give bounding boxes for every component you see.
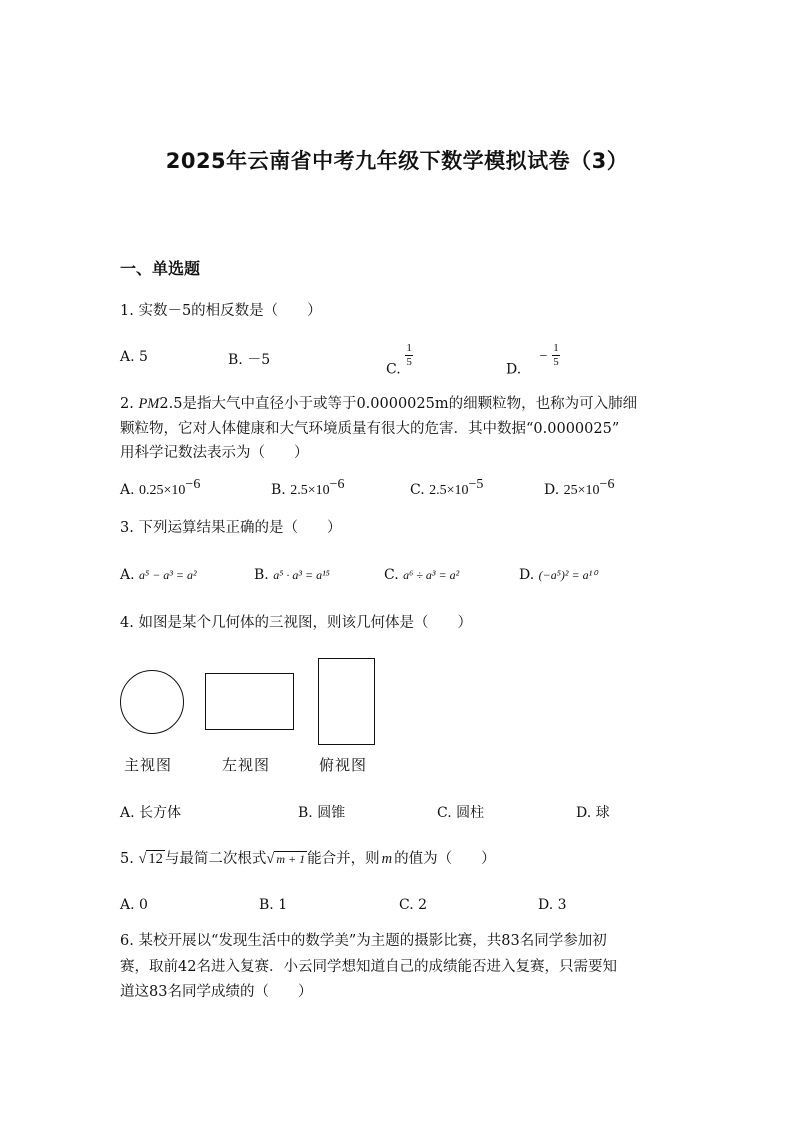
q4-option-c: C. 圆柱 (437, 805, 485, 821)
q2-option-c (410, 477, 484, 499)
q5-sqrt-m-plus-1 (266, 846, 307, 872)
q5-sqrt-12 (138, 846, 164, 872)
q2-option-d-base: 25×10 (563, 483, 600, 498)
q5-radicand-1: 12 (148, 851, 163, 867)
q3-option-b-expression: a⁵ · a³ = a¹⁵ (273, 568, 330, 582)
q2-option-a-base: 0.25×10 (139, 483, 186, 498)
q4-option-b: B. 圆锥 (298, 805, 346, 821)
q4-option-a: A. 长方体 (120, 805, 182, 821)
q2-option-c-exponent: −5 (468, 477, 484, 492)
q2-option-a-exponent: −6 (185, 477, 201, 492)
question-6-line-1: 6. 某校开展以“发现生活中的数学美”为主题的摄影比赛，共83名同学参加初 (120, 933, 607, 949)
left-view-rectangle (205, 673, 294, 730)
q5-option-d: D. 3 (538, 897, 567, 913)
fraction-numerator: 1 (553, 342, 559, 354)
q2-option-b-exponent: −6 (329, 477, 345, 492)
top-view-rectangle (318, 658, 375, 745)
q5-end-text-2: 的值为（ ） (394, 851, 496, 867)
q4-option-d: D. 球 (576, 805, 610, 821)
question-1-text: 1. 实数－5的相反数是（ ） (120, 303, 322, 319)
front-view-label: 主视图 (124, 756, 173, 774)
top-view-label: 俯视图 (319, 756, 368, 774)
question-4-text: 4. 如图是某个几何体的三视图，则该几何体是（ ） (120, 615, 472, 631)
q1-option-d-fraction (552, 343, 560, 368)
q3-option-c-label: C. (384, 567, 399, 583)
q1-option-d-label: D. (506, 361, 522, 378)
q2-option-c-base: 2.5×10 (429, 483, 469, 498)
q1-option-c-fraction (405, 343, 413, 368)
radical-sign: √ (266, 851, 275, 867)
question-6-line-2: 赛，取前42名进入复赛．小云同学想知道自己的成绩能否进入复赛，只需要知 (120, 959, 617, 975)
q2-pm: PM (138, 396, 160, 412)
q1-option-a: A. 5 (120, 349, 148, 365)
q3-option-a-expression: a⁵ − a³ = a² (139, 568, 197, 582)
q1-option-d-sign: − (539, 348, 548, 364)
q2-number: 2. (120, 396, 134, 412)
front-view-circle (120, 670, 184, 734)
q1-option-b: B. －5 (228, 352, 271, 368)
question-2-line-3: 用科学记数法表示为（ ） (120, 445, 309, 461)
q3-option-b-label: B. (254, 567, 269, 583)
radical-sign: √ (138, 851, 147, 867)
q2-option-a (120, 477, 201, 499)
q3-option-b (254, 567, 330, 583)
q3-option-d-label: D. (519, 567, 535, 583)
question-6-line-3: 道这83名同学成绩的（ ） (120, 984, 313, 1000)
q5-radicand-2: m + 1 (276, 852, 306, 866)
left-view-label: 左视图 (222, 756, 271, 774)
q5-variable: m (381, 851, 393, 867)
q3-option-c-expression: a⁶ ÷ a³ = a² (403, 568, 460, 582)
q5-number: 5. (120, 851, 134, 867)
q2-option-a-label: A. (120, 482, 135, 498)
page-title: 2025年云南省中考九年级下数学模拟试卷（3） (165, 149, 629, 173)
q1-option-c-label: C. (386, 361, 401, 378)
fraction-denominator: 5 (406, 356, 412, 368)
fraction-denominator: 5 (553, 356, 559, 368)
q2-option-b-label: B. (271, 482, 286, 498)
q2-option-d-exponent: −6 (599, 477, 615, 492)
q5-end-text-1: 能合并，则 (307, 851, 380, 867)
q3-option-d-expression: (−a⁵)² = a¹⁰ (538, 568, 598, 582)
q5-option-a: A. 0 (120, 897, 148, 913)
q1-option-c (386, 343, 413, 378)
q3-option-a (120, 567, 197, 583)
q3-option-d (519, 567, 597, 583)
q2-option-d-label: D. (544, 482, 560, 498)
q2-option-d (544, 477, 615, 499)
q2-line-1-rest: 2.5是指大气中直径小于或等于0.0000025m的细颗粒物，也称为可入肺细 (159, 396, 638, 412)
q3-option-a-label: A. (120, 567, 135, 583)
fraction-numerator: 1 (406, 342, 412, 354)
section-heading: 一、单选题 (120, 259, 201, 278)
q5-option-c: C. 2 (399, 897, 428, 913)
q3-option-c (384, 567, 459, 583)
q5-option-b: B. 1 (259, 897, 288, 913)
q5-middle-text: 与最简二次根式 (164, 851, 267, 867)
q2-option-b-base: 2.5×10 (290, 483, 330, 498)
q1-option-d (506, 343, 560, 378)
question-5-text (120, 846, 496, 872)
question-2-line-2: 颗粒物，它对人体健康和大气环境质量有很大的危害．其中数据“0.0000025” (120, 421, 620, 437)
question-3-text: 3. 下列运算结果正确的是（ ） (120, 520, 342, 536)
q2-option-b (271, 477, 345, 499)
question-2-line-1 (120, 391, 637, 417)
q2-option-c-label: C. (410, 482, 425, 498)
